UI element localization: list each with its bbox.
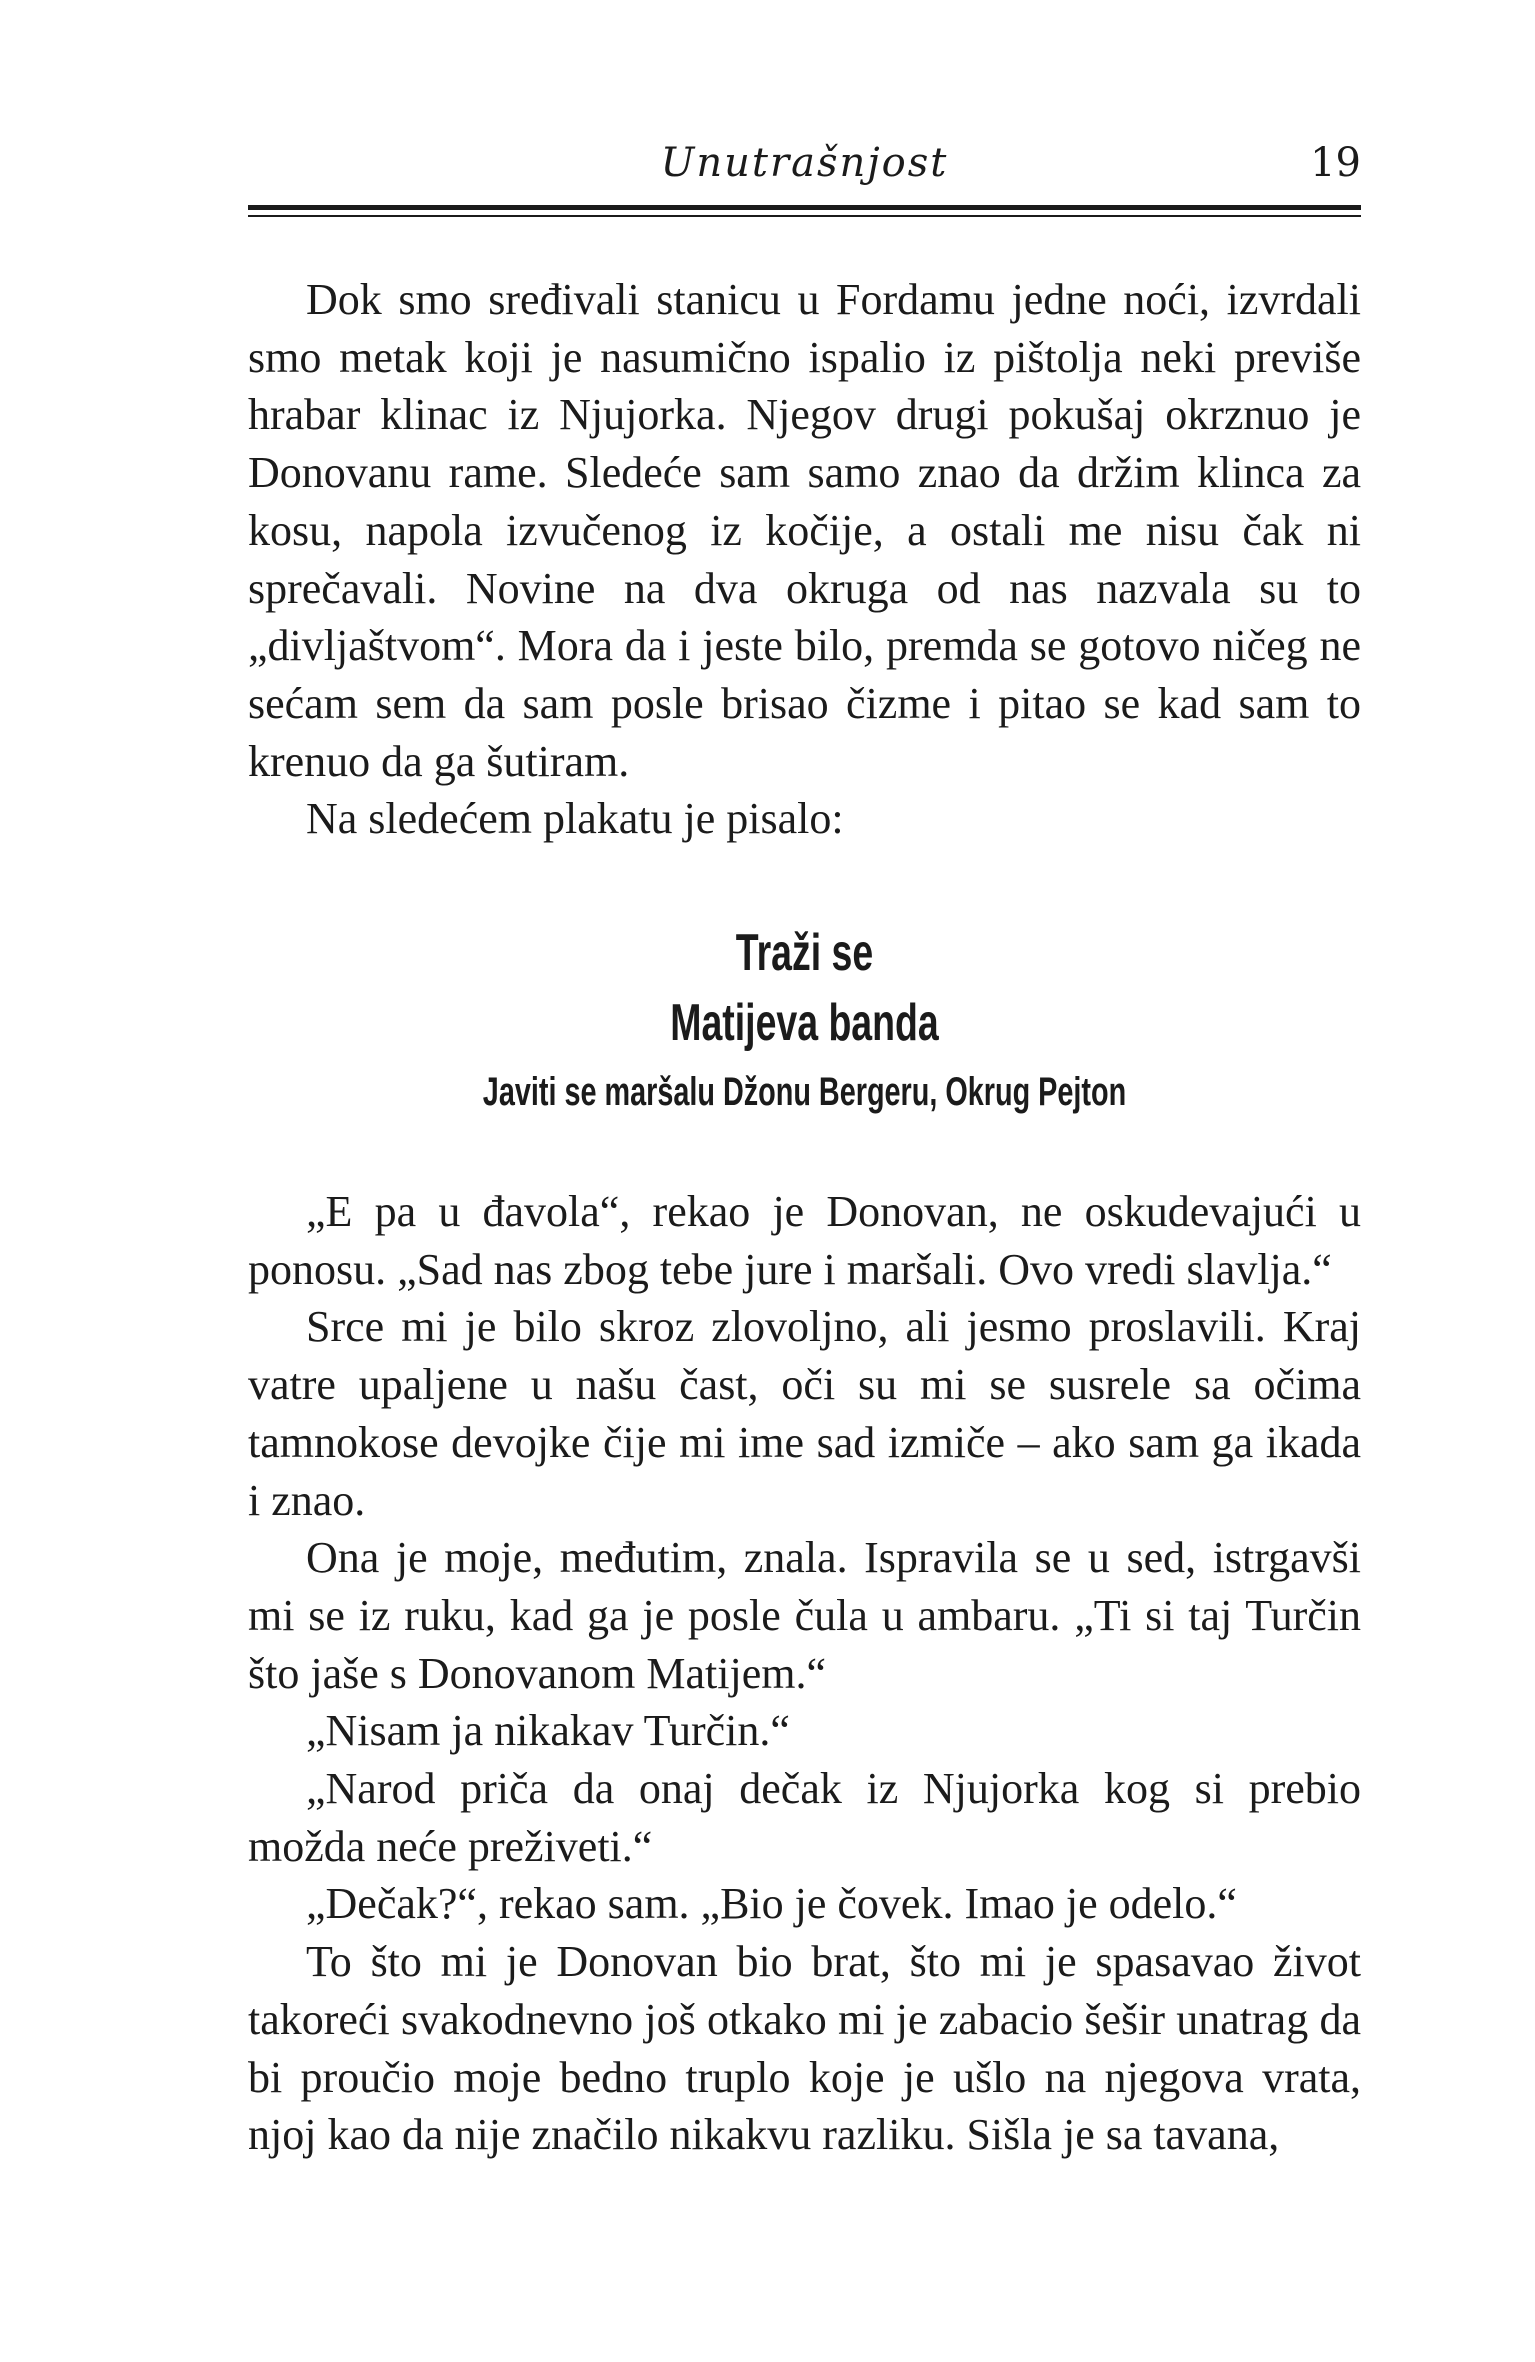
- page-number: 19: [1310, 140, 1361, 186]
- poster-heading: Traži se: [735, 924, 874, 982]
- paragraph: „Nisam ja nikakav Turčin.“: [306, 1706, 790, 1756]
- paragraph: To što mi je Donovan bio brat, što mi je spasavao život takoreći svakodnevno još otkako mi je zabacio šešir unatrag da bi proučio moje bedno truplo koje je ušlo na njegova vrata, njoj kao da nije značilo nikakvu razliku. Sišla je sa tavana,: [248, 1937, 1361, 2160]
- paragraph: „Narod priča da onaj dečak iz Njujorka kog si prebio možda neće preživeti.“: [248, 1764, 1361, 1871]
- body-text-top: [248, 271, 1361, 848]
- body-text-bottom: [248, 1183, 1361, 2164]
- poster-subheading: Matijeva banda: [670, 994, 939, 1052]
- paragraph: Srce mi je bilo skroz zlovoljno, ali jesmo proslavili. Kraj vatre upaljene u našu čast, oči su mi se susrele sa očima tamnokose devojke čije mi ime sad izmiče – ako sam ga ikada i znao.: [248, 1302, 1361, 1525]
- running-title: Unutrašnjost: [660, 140, 949, 186]
- paragraph: Dok smo sređivali stanicu u Fordamu jedne noći, izvrdali smo metak koji je nasumično ispalio iz pištolja neki previše hrabar klinac iz Njujorka. Njegov drugi pokušaj okrznuo je Donovanu rame. Sledeće sam samo znao da držim klinca za kosu, napola izvučenog iz kočije, a ostali me nisu čak ni sprečavali. Novine na dva okruga od nas nazvala su to „divljaštvom“. Mora da i jeste bilo, premda se gotovo ničeg ne sećam sem da sam posle brisao čizme i pitao se kad sam to krenuo da ga šutiram.: [248, 275, 1361, 786]
- paragraph: „E pa u đavola“, rekao je Donovan, ne oskudevajući u ponosu. „Sad nas zbog tebe jure i maršali. Ovo vredi slavlja.“: [248, 1187, 1361, 1294]
- paragraph: „Dečak?“, rekao sam. „Bio je čovek. Imao je odelo.“: [306, 1879, 1237, 1929]
- paragraph: Na sledećem plakatu je pisalo:: [306, 794, 844, 844]
- header-rule-thick: [248, 205, 1361, 210]
- running-head: [248, 138, 1361, 188]
- header-rule-thin: [248, 215, 1361, 217]
- poster-contact-line: Javiti se maršalu Džonu Bergeru, Okrug Pejton: [482, 1070, 1127, 1114]
- paragraph: Ona je moje, međutim, znala. Ispravila se u sed, istrgavši mi se iz ruku, kad ga je posle čula u ambaru. „Ti si taj Turčin što jaše s Donovanom Matijem.“: [248, 1533, 1361, 1698]
